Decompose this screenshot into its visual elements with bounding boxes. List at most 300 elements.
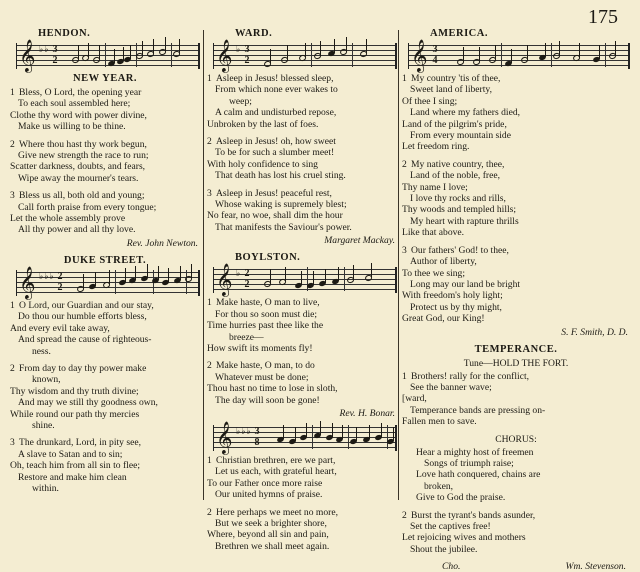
verse-text: Wipe away the mourner's tears. — [18, 172, 139, 184]
verse-line — [402, 193, 630, 204]
note-stem — [270, 269, 271, 283]
stanza-number: 1 — [10, 87, 15, 98]
verse-text: That manifests the Saviour's power. — [215, 221, 352, 233]
bar-line — [348, 425, 349, 449]
author-credit: Rev. H. Bonar. — [339, 407, 395, 419]
verse-text: To each soul assembled here; — [18, 98, 131, 110]
verse-text: Let rejoicing wives and mothers — [402, 532, 526, 544]
time-signature-icon: 3 8 — [254, 425, 260, 448]
stanza-number: 2 — [402, 509, 407, 521]
note-stem — [130, 45, 131, 59]
note-stem — [353, 265, 354, 279]
stanza — [402, 245, 630, 325]
note-stem — [179, 39, 180, 53]
column-2 — [207, 28, 397, 558]
verse-text: Of thee I sing; — [402, 95, 458, 107]
verse-line — [10, 190, 200, 201]
chorus-line: Songs of triumph raise; — [424, 457, 514, 469]
verse-text: Bless us all, both old and young; — [19, 190, 145, 202]
verse-text: Author of liberty, — [410, 256, 477, 268]
key-signature-icon: ♭ — [236, 269, 242, 280]
column-divider — [203, 30, 204, 500]
verse-text: Scatter darkness, doubts, and fears, — [10, 161, 146, 173]
note-stem — [295, 427, 296, 441]
chorus-label: CHORUS: — [495, 433, 537, 445]
verse-line — [402, 416, 630, 427]
verse-line — [402, 290, 630, 301]
music-staff — [213, 39, 397, 72]
note-stem — [83, 274, 84, 288]
verse-text: My heart with rapture thrills — [410, 215, 519, 227]
verse-text: A calm and undisturbed repose, — [215, 107, 337, 119]
verse-text: weep; — [229, 95, 252, 107]
stanza — [10, 363, 200, 431]
verse-text: [ward, — [402, 393, 427, 405]
note-stem — [88, 43, 89, 57]
stanza-number: 3 — [10, 437, 15, 449]
music-staff — [16, 39, 200, 72]
verse-line — [207, 360, 397, 371]
verse-line — [207, 119, 397, 130]
bar-line — [105, 43, 106, 67]
verse-line — [402, 141, 630, 152]
note-stem — [153, 39, 154, 53]
verse-line — [207, 188, 397, 199]
verse-text: Land of the noble, free, — [410, 170, 501, 182]
verse-line — [207, 455, 397, 466]
verse-line — [10, 449, 200, 460]
verse-text: Shout the jubilee. — [410, 543, 478, 555]
bar-line — [171, 43, 172, 67]
verse-text: Do thou our humble efforts bless, — [18, 311, 147, 323]
verse-line — [10, 437, 200, 448]
stanza — [207, 136, 397, 182]
note-stem — [495, 45, 496, 59]
verse-line — [207, 297, 397, 308]
verse-line — [207, 147, 397, 158]
time-signature-icon: 2 2 — [57, 270, 63, 293]
chorus-credit-row — [402, 561, 630, 572]
verse-line — [207, 383, 397, 394]
verse-line — [207, 372, 397, 383]
verse-line — [10, 311, 200, 322]
chorus-line: Love hath conquered, chains are — [416, 469, 541, 481]
verse-line — [402, 119, 630, 130]
verse-text: Like that above. — [402, 227, 465, 239]
treble-clef-icon: 𝄞 — [216, 263, 233, 297]
note-stem — [615, 41, 616, 55]
note-stem — [78, 45, 79, 59]
verse-text: The drunkard, Lord, in pity see, — [19, 437, 142, 449]
note-stem — [320, 41, 321, 55]
stanza-number: 2 — [10, 138, 15, 150]
stanza-number: 1 — [10, 299, 15, 311]
verse-line — [10, 173, 200, 184]
verse-text: A slave to Satan and to sin; — [18, 448, 123, 460]
verse-line — [402, 182, 630, 193]
verse-text: To be for such a slumber meet! — [215, 147, 335, 159]
verse-line — [207, 541, 397, 552]
treble-clef-icon: 𝄞 — [411, 39, 428, 72]
stanza-number: 2 — [207, 506, 212, 518]
verse-line — [10, 98, 200, 109]
note-stem — [366, 39, 367, 53]
verse-line — [10, 150, 200, 161]
note-stem — [191, 264, 192, 278]
note-stem — [545, 43, 546, 57]
bar-line — [311, 43, 312, 67]
stanza — [207, 73, 397, 130]
verse-text: within. — [32, 482, 59, 494]
verse-line — [207, 332, 397, 343]
verse-text: Thy name I love; — [402, 181, 468, 193]
verse-line — [402, 532, 630, 543]
stanza — [207, 507, 397, 553]
verse-line — [402, 204, 630, 215]
note-stem — [463, 47, 464, 61]
verse-text: While round our path thy mercies — [10, 408, 140, 420]
verse-text: Whose waking is supremely blest; — [215, 199, 347, 211]
verse-line — [402, 73, 630, 84]
verse-text: known, — [32, 374, 61, 386]
verse-text: Long may our land be bright — [410, 278, 521, 290]
hymn-new-year — [10, 87, 200, 236]
stanza-number: 1 — [207, 454, 212, 466]
note-stem — [559, 41, 560, 55]
author-credit: Rev. John Newton. — [126, 237, 198, 249]
verse-line — [10, 346, 200, 357]
tune-title-hendon: HENDON. — [38, 28, 91, 39]
verse-line — [207, 478, 397, 489]
bar-line — [352, 43, 353, 67]
note-stem — [109, 270, 110, 284]
bar-line — [344, 267, 345, 291]
key-signature-icon: ♭♭♭ — [39, 271, 55, 282]
verse-line — [207, 107, 397, 118]
verse-text: From which none ever wakes to — [215, 84, 338, 96]
stanza-number: 1 — [207, 297, 212, 309]
verse-text: Land of the pilgrim's pride, — [402, 118, 507, 130]
verse-line — [10, 224, 200, 235]
verse-text: Bless, O Lord, the opening year — [19, 87, 142, 98]
time-signature-icon: 3 2 — [244, 44, 250, 66]
stanza-number: 1 — [207, 73, 212, 84]
verse-text: Whatever must be done; — [215, 371, 309, 383]
verse-text: My country 'tis of thee, — [411, 73, 501, 84]
verse-line — [402, 405, 630, 416]
verse-text: With freedom's holy light; — [402, 290, 503, 302]
verse-line — [10, 161, 200, 172]
verse-line — [10, 300, 200, 311]
note-stem — [158, 266, 159, 280]
note-stem — [579, 43, 580, 57]
hymn-america — [402, 73, 630, 325]
verse-line — [402, 382, 630, 393]
stanza — [402, 159, 630, 239]
note-stem — [479, 47, 480, 61]
verse-text: O Lord, our Guardian and our stay, — [19, 299, 154, 311]
verse-line — [402, 227, 630, 238]
verse-line — [207, 210, 397, 221]
stanza — [10, 300, 200, 357]
bar-line — [605, 43, 606, 67]
hymn-christian-brethren — [207, 455, 397, 552]
verse-line — [402, 96, 630, 107]
verse-line — [207, 136, 397, 147]
tune-title-boylston: BOYLSTON. — [235, 252, 301, 264]
verse-text: That death has lost his cruel sting. — [215, 170, 346, 182]
cho-label: Cho. — [442, 561, 461, 572]
verse-text: Let the whole assembly prove — [10, 213, 126, 225]
stanza — [10, 87, 200, 133]
verse-line — [207, 96, 397, 107]
verse-text: Time hurries past thee like the — [207, 320, 324, 332]
verse-line — [10, 213, 200, 224]
note-stem — [95, 272, 96, 286]
verse-line — [10, 110, 200, 121]
verse-text: Where, beyond all sin and pain, — [207, 529, 329, 541]
author-credit: S. F. Smith, D. D. — [561, 326, 628, 338]
note-stem — [334, 39, 335, 53]
verse-text: The day will soon be gone! — [215, 394, 320, 406]
note-stem — [114, 49, 115, 63]
chorus-text — [402, 447, 630, 504]
verse-line — [10, 460, 200, 471]
verse-text: And every evil take away, — [10, 322, 110, 334]
verse-line — [402, 313, 630, 324]
note-stem — [381, 423, 382, 437]
note-stem — [346, 37, 347, 51]
verse-line — [10, 139, 200, 150]
verse-line — [207, 320, 397, 331]
verse-text: Land where my fathers died, — [410, 107, 521, 119]
verse-line — [402, 544, 630, 555]
treble-clef-icon: 𝄞 — [216, 39, 233, 72]
stanza — [207, 188, 397, 234]
verse-text: Temperance bands are pressing on- — [410, 404, 546, 416]
verse-text: From day to day thy power make — [19, 362, 147, 374]
verse-text: I love thy rocks and rills, — [410, 193, 506, 205]
tune-title-ward: WARD. — [235, 28, 273, 39]
hymn-duke-street — [10, 300, 200, 495]
verse-text: Great God, our King! — [402, 313, 485, 325]
verse-line — [10, 374, 200, 385]
note-stem — [287, 45, 288, 59]
author-credit: Wm. Stevenson. — [565, 561, 626, 572]
key-signature-icon: ♭♭ — [39, 45, 50, 55]
verse-text: And spread the cause of righteous- — [18, 334, 152, 346]
verse-line — [402, 510, 630, 521]
verse-text: breeze— — [229, 331, 264, 343]
verse-text: How swift its moments fly! — [207, 342, 313, 354]
verse-line — [402, 216, 630, 227]
verse-line — [207, 529, 397, 540]
note-stem — [369, 425, 370, 439]
verse-text: Unbroken by the last of foes. — [207, 118, 319, 130]
tune-title-duke-street: DUKE STREET. — [63, 254, 147, 266]
hymn-title-new-year: NEW YEAR. — [72, 73, 137, 84]
verse-text: Asleep in Jesus! peaceful rest, — [216, 187, 332, 199]
column-1 — [10, 28, 200, 500]
verse-line — [207, 507, 397, 518]
note-stem — [325, 269, 326, 283]
verse-text: Set the captives free! — [410, 521, 491, 532]
verse-line — [207, 159, 397, 170]
note-stem — [142, 41, 143, 55]
verse-text: My native country, thee, — [411, 158, 505, 170]
note-stem — [147, 264, 148, 278]
note-stem — [180, 266, 181, 280]
music-staff — [213, 263, 397, 297]
verse-line — [402, 268, 630, 279]
verse-text: See the banner wave; — [410, 381, 492, 393]
verse-text: Restore and make him clean — [18, 471, 127, 483]
hymn-title-temperance: TEMPERANCE. — [474, 343, 558, 355]
note-stem — [306, 423, 307, 437]
music-staff — [213, 420, 397, 454]
note-stem — [313, 271, 314, 285]
verse-text: And may we still thy goodness own, — [18, 397, 158, 409]
column-divider — [398, 30, 399, 500]
tune-title-america: AMERICA. — [430, 28, 488, 39]
verse-text: With holy confidence to sing — [207, 158, 318, 170]
verse-line — [207, 518, 397, 529]
verse-line — [10, 483, 200, 494]
verse-text: Let freedom ring. — [402, 141, 470, 153]
verse-line — [402, 130, 630, 141]
treble-clef-icon: 𝄞 — [19, 265, 36, 299]
verse-text: Our united hymns of praise. — [215, 489, 323, 501]
verse-text: All thy power and all thy love. — [18, 224, 136, 236]
treble-clef-icon: 𝄞 — [19, 39, 36, 72]
temperance-stanza-1 — [402, 371, 630, 428]
verse-text: But we seek a brighter shore, — [215, 517, 327, 529]
verse-text: shine. — [32, 419, 55, 431]
note-stem — [599, 45, 600, 59]
hymn-ward — [207, 73, 397, 233]
stanza — [10, 437, 200, 494]
verse-text: Thou hast no time to lose in sloth, — [207, 383, 338, 395]
verse-text: Brethren we shall meet again. — [215, 540, 330, 552]
bar-line — [387, 425, 388, 449]
verse-text: Where thou hast thy work begun, — [19, 138, 147, 150]
verse-text: No fear, no woe, shall dim the hour — [207, 210, 343, 222]
verse-line — [207, 170, 397, 181]
stanza — [402, 510, 630, 556]
verse-text: Asleep in Jesus! blessed sleep, — [216, 73, 334, 84]
verse-text: Sweet land of liberty, — [410, 84, 492, 96]
verse-text: To thee we sing; — [402, 267, 466, 279]
tune-line: Tune—HOLD THE FORT. — [463, 357, 569, 369]
verse-line — [207, 309, 397, 320]
verse-text: Let us each, with grateful heart, — [215, 466, 337, 478]
note-stem — [301, 271, 302, 285]
note-stem — [283, 425, 284, 439]
verse-line — [402, 371, 630, 382]
verse-text: Give new strength the race to run; — [18, 150, 149, 162]
stanza — [207, 455, 397, 501]
verse-text: Make us willing to be thine. — [18, 121, 126, 133]
verse-text: Asleep in Jesus! oh, how sweet — [216, 136, 336, 148]
verse-text: Burst the tyrant's bands asunder, — [411, 509, 536, 521]
temperance-stanza-2 — [402, 510, 630, 556]
verse-text: Call forth praise from every tongue; — [18, 201, 157, 213]
verse-text: ness. — [32, 345, 51, 357]
verse-text: Here perhaps we meet no more, — [216, 506, 339, 518]
verse-line — [207, 466, 397, 477]
note-stem — [332, 423, 333, 437]
verse-line — [402, 521, 630, 532]
note-stem — [338, 267, 339, 281]
verse-text: Make haste, O man, to do — [216, 360, 315, 372]
time-signature-icon: 3 4 — [432, 44, 438, 66]
column-3 — [402, 28, 630, 572]
verse-line — [402, 107, 630, 118]
music-staff — [16, 265, 200, 299]
stanza-number: 3 — [402, 244, 407, 256]
stanza-number: 3 — [10, 190, 15, 202]
chorus-line: broken, — [424, 480, 454, 492]
stanza-number: 2 — [207, 360, 212, 372]
note-stem — [125, 268, 126, 282]
verse-text: Oh, teach him from all sin to flee; — [10, 460, 141, 472]
verse-line — [207, 343, 397, 354]
verse-text: Our fathers' God! to thee, — [411, 244, 509, 256]
music-staff — [408, 39, 630, 72]
verse-line — [10, 472, 200, 483]
chorus-line: Hear a mighty host of freemen — [416, 446, 534, 458]
time-signature-icon: 2 2 — [244, 268, 250, 291]
verse-line — [10, 87, 200, 98]
stanza-number: 3 — [207, 187, 212, 199]
verse-line — [207, 199, 397, 210]
note-stem — [168, 268, 169, 282]
verse-line — [402, 393, 630, 404]
verse-line — [207, 395, 397, 406]
stanza-number: 2 — [10, 362, 15, 374]
verse-line — [10, 323, 200, 334]
verse-text: Brothers! rally for the conflict, — [411, 370, 530, 382]
author-credit: Margaret Mackay. — [324, 235, 395, 247]
verse-text: Clothe thy word with power divine, — [10, 109, 147, 121]
verse-line — [10, 334, 200, 345]
note-stem — [135, 266, 136, 280]
stanza-number: 1 — [402, 73, 407, 84]
bar-line — [115, 270, 116, 294]
verse-text: To our Father once more raise — [207, 477, 323, 489]
verse-line — [10, 121, 200, 132]
verse-line — [207, 84, 397, 95]
verse-text: Thy wisdom and thy truth divine; — [10, 385, 139, 397]
note-stem — [356, 427, 357, 441]
verse-text: Fallen men to save. — [402, 416, 477, 428]
verse-line — [207, 489, 397, 500]
verse-line — [402, 279, 630, 290]
treble-clef-icon: 𝄞 — [216, 420, 233, 454]
note-stem — [285, 267, 286, 281]
verse-line — [10, 202, 200, 213]
verse-text: Christian brethren, ere we part, — [216, 454, 336, 466]
note-stem — [99, 45, 100, 59]
stanza — [207, 297, 397, 354]
chorus-line: Give to God the praise. — [416, 492, 506, 504]
verse-line — [402, 245, 630, 256]
stanza-number: 2 — [207, 136, 212, 148]
time-signature-icon: 3 2 — [52, 44, 58, 66]
stanza — [207, 360, 397, 406]
note-stem — [393, 427, 394, 441]
note-stem — [511, 49, 512, 63]
